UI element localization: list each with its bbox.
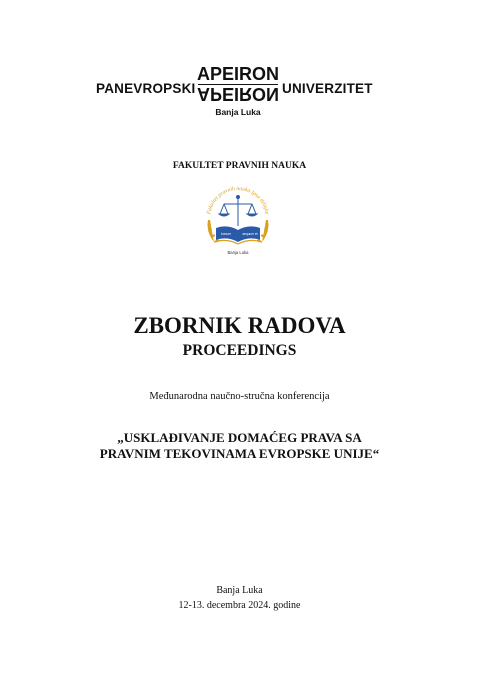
scales-of-justice-icon: [219, 196, 257, 227]
emblem-ring-text: Fakultet pravnih nauka Ipsa diligite: [206, 185, 270, 215]
apeiron-logo-text: APEIRON: [196, 64, 279, 84]
document-title: ZBORNIK RADOVA: [133, 313, 346, 338]
university-name-left: PANEVROPSKI: [96, 81, 196, 96]
conference-name-line1: „USKLAĐIVANJE DOMAĆEG PRAVA SA: [117, 430, 362, 445]
document-subtitle: PROCEEDINGS: [182, 342, 297, 359]
conference-dates: 12-13. decembra 2024. godine: [178, 600, 301, 611]
university-name-right: UNIVERZITET: [282, 81, 373, 96]
apeiron-logo-reflection: APEIRON: [196, 84, 279, 104]
faculty-name: FAKULTET PRAVNIH NAUKA: [172, 161, 307, 171]
publication-city: Banja Luka: [216, 585, 263, 596]
faculty-emblem: [200, 180, 276, 260]
conference-name-line2: PRAVNIM TEKOVINAMA EVROPSKE UNIJE“: [99, 446, 380, 461]
open-book-icon: [214, 226, 262, 244]
emblem-city-text: Banja Luka: [227, 250, 249, 255]
book-left-text: bonum: [221, 232, 231, 236]
book-right-text: aequum et: [242, 232, 258, 236]
university-city: Banja Luka: [215, 107, 261, 117]
conference-type: Međunarodna naučno-stručna konferencija: [149, 391, 330, 402]
